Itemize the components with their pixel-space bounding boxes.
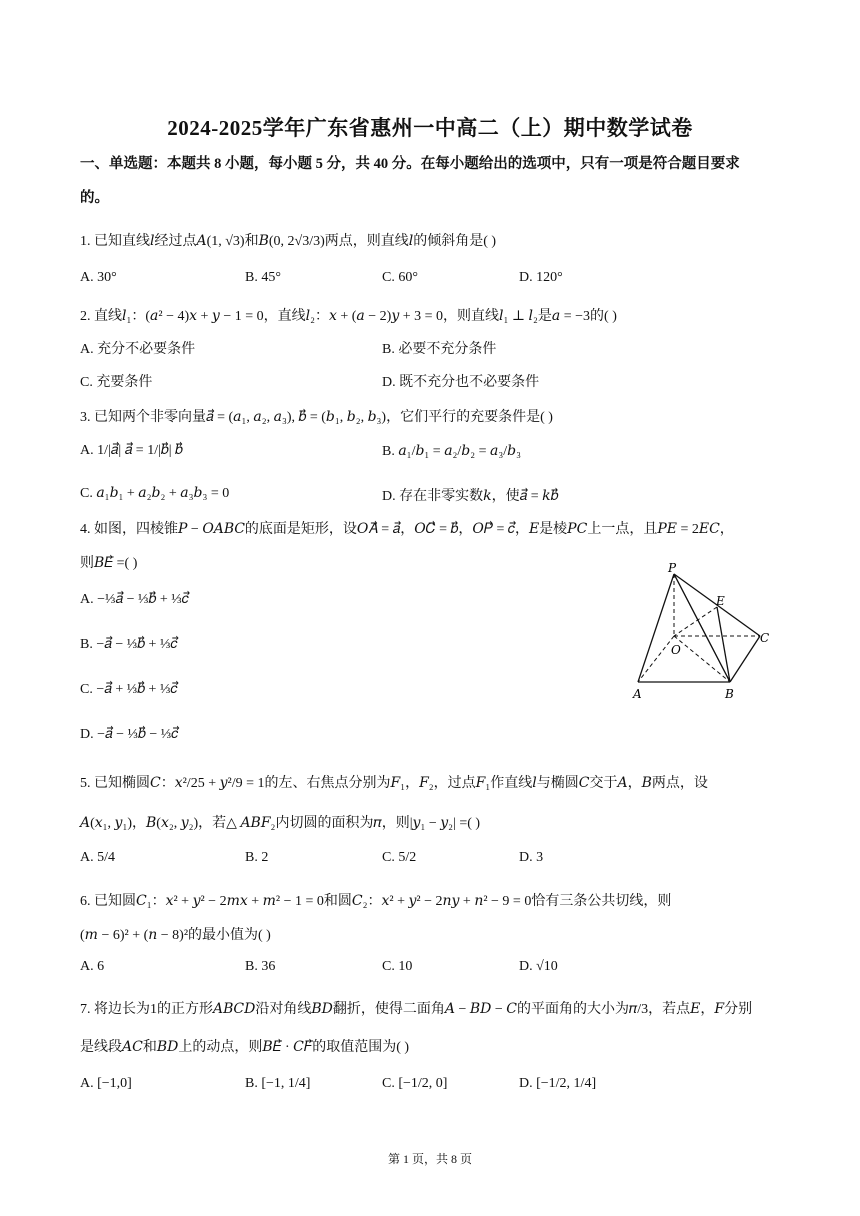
q2-stem: 2. 直线𝑙₁：(𝑎² − 4)𝑥 + 𝑦 − 1 = 0，直线𝑙₂：𝑥 + (𝑎 − 2)𝑦 + 3 = 0，则直线𝑙₁ ⊥ 𝑙₂是𝑎 = −3的( ) — [80, 309, 617, 324]
q4-option-a: A. −⅓𝑎⃗ − ⅓𝑏⃗ + ⅓𝑐⃗ — [80, 592, 189, 607]
q3-option-d: D. 存在非零实数𝑘，使𝑎⃗ = 𝑘𝑏⃗ — [382, 489, 559, 504]
label-c: C — [760, 631, 770, 645]
q4-stem-line1: 4. 如图，四棱锥𝑃 − 𝑂𝐴𝐵𝐶的底面是矩形，设𝑂𝐴⃗ = 𝑎⃗，𝑂𝐶⃗ = 𝑏⃗，𝑂𝑃⃗ = 𝑐⃗，𝐸是棱𝑃𝐶上一点，且𝑃𝐸 = 2𝐸𝐶， — [80, 522, 734, 537]
q2-option-b: B. 必要不充分条件 — [382, 342, 497, 357]
q6-stem-line2: (𝑚 − 6)² + (𝑛 − 8)²的最小值为( ) — [80, 928, 271, 943]
label-o: O — [671, 643, 681, 657]
q2-option-d: D. 既不充分也不必要条件 — [382, 375, 540, 390]
page-footer: 第 1 页，共 8 页 — [387, 1152, 472, 1166]
q3-option-b: B. 𝑎₁/𝑏₁ = 𝑎₂/𝑏₂ = 𝑎₃/𝑏₃ — [382, 444, 522, 459]
label-p: P — [668, 562, 677, 575]
q1-option-a: A. 30° — [80, 270, 117, 285]
q4-option-b: B. −𝑎⃗ − ⅓𝑏⃗ + ⅓𝑐⃗ — [80, 637, 178, 652]
section-heading-line1: 一、单选题：本题共 8 小题，每小题 5 分，共 40 分。在每小题给出的选项中，只有一项是符合题目要求 — [80, 156, 740, 172]
q5-option-d: D. 3 — [519, 850, 544, 865]
q5-option-b: B. 2 — [245, 850, 269, 865]
q7-stem-line1: 7. 将边长为1的正方形𝐴𝐵𝐶𝐷沿对角线𝐵𝐷翻折，使得二面角𝐴 − 𝐵𝐷 − 𝐶的平面角的大小为𝜋/3，若点𝐸，𝐹分别 — [80, 1002, 753, 1017]
q6-option-b: B. 36 — [245, 959, 276, 974]
section-heading-line2: 的。 — [80, 190, 109, 206]
q5-option-a: A. 5/4 — [80, 850, 115, 865]
q6-stem-line1: 6. 已知圆𝐶₁：𝑥² + 𝑦² − 2𝑚𝑥 + 𝑚² − 1 = 0和圆𝐶₂：𝑥² + 𝑦² − 2𝑛𝑦 + 𝑛² − 9 = 0恰有三条公共切线，则 — [80, 894, 672, 909]
q1-option-d: D. 120° — [519, 270, 563, 285]
q4-option-c: C. −𝑎⃗ + ⅓𝑏⃗ + ⅓𝑐⃗ — [80, 682, 178, 697]
q3-stem: 3. 已知两个非零向量𝑎⃗ = (𝑎₁, 𝑎₂, 𝑎₃), 𝑏⃗ = (𝑏₁, 𝑏₂, 𝑏₃)，它们平行的充要条件是( ) — [80, 410, 553, 425]
pyramid-figure — [630, 562, 780, 702]
label-a: A — [633, 687, 642, 701]
q5-stem-line1: 5. 已知椭圆𝐶：𝑥²/25 + 𝑦²/9 = 1的左、右焦点分别为𝐹₁，𝐹₂，过点𝐹₁作直线𝑙与椭圆𝐶交于𝐴，𝐵两点，设 — [80, 776, 708, 791]
label-b: B — [725, 687, 734, 701]
q1-option-b: B. 45° — [245, 270, 281, 285]
label-e: E — [716, 594, 725, 608]
q1-stem: 1. 已知直线𝑙经过点𝐴(1, √3)和𝐵(0, 2√3/3)两点，则直线𝑙的倾斜角是( ) — [80, 234, 497, 249]
q5-stem-line2: 𝐴(𝑥₁, 𝑦₁)，𝐵(𝑥₂, 𝑦₂)，若△ 𝐴𝐵𝐹₂内切圆的面积为𝜋，则|𝑦₁ − 𝑦₂| =( ) — [80, 816, 481, 831]
q3-option-a: A. 1/|𝑎⃗| 𝑎⃗ = 1/|𝑏⃗| 𝑏⃗ — [80, 443, 183, 458]
q2-option-a: A. 充分不必要条件 — [80, 342, 196, 357]
q1-option-c: C. 60° — [382, 270, 418, 285]
q7-option-a: A. [−1,0] — [80, 1076, 132, 1091]
page-title: 2024-2025学年广东省惠州一中高二（上）期中数学试卷 — [167, 116, 693, 140]
q7-option-b: B. [−1, 1/4] — [245, 1076, 311, 1091]
q7-option-c: C. [−1/2, 0] — [382, 1076, 448, 1091]
q6-option-c: C. 10 — [382, 959, 413, 974]
q5-option-c: C. 5/2 — [382, 850, 417, 865]
q7-stem-line2: 是线段𝐴𝐶和𝐵𝐷上的动点，则𝐵𝐸⃗ · 𝐶𝐹⃗的取值范围为( ) — [80, 1040, 410, 1055]
q2-option-c: C. 充要条件 — [80, 375, 153, 390]
q6-option-a: A. 6 — [80, 959, 105, 974]
q6-option-d: D. √10 — [519, 959, 558, 974]
q4-stem-line2: 则𝐵𝐸⃗ =( ) — [80, 556, 138, 571]
q3-option-c: C. 𝑎₁𝑏₁ + 𝑎₂𝑏₂ + 𝑎₃𝑏₃ = 0 — [80, 486, 230, 501]
q7-option-d: D. [−1/2, 1/4] — [519, 1076, 597, 1091]
q4-option-d: D. −𝑎⃗ − ⅓𝑏⃗ − ⅓𝑐⃗ — [80, 727, 179, 742]
